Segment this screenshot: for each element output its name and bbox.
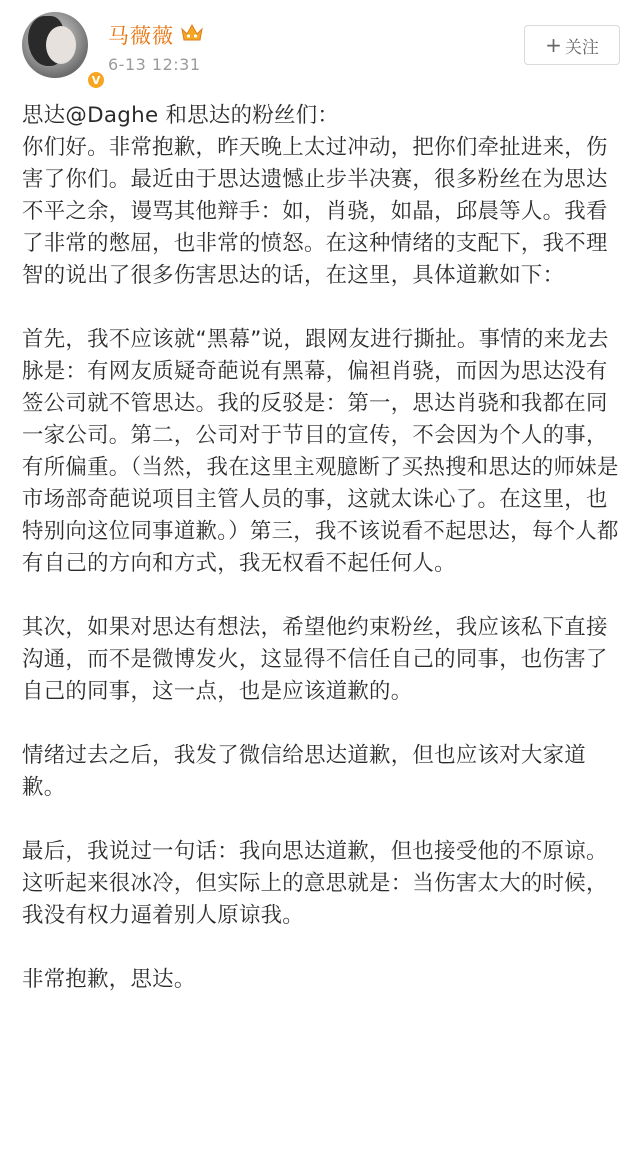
- post-body: [22, 100, 622, 996]
- greeting-line: [22, 100, 622, 132]
- verified-badge-icon: V: [86, 70, 106, 90]
- mention-link[interactable]: 思达@Daghe: [22, 103, 159, 128]
- follow-label: 关注: [564, 37, 599, 58]
- username-row: [108, 20, 204, 50]
- post-timestamp: 6-13 12:31: [108, 55, 201, 74]
- paragraph-5: 最后，我说过一句话：我向思达道歉，但也接受他的不原谅。这听起来很冰冷，但实际上的意思就是：当伤害太大的时候，我没有权力逼着别人原谅我。: [22, 839, 608, 928]
- paragraph-3: 其次，如果对思达有想法，希望他约束粉丝，我应该私下直接沟通，而不是微博发火，这显得不信任自己的同事，也伤害了自己的同事，这一点，也是应该道歉的。: [22, 615, 608, 704]
- paragraph-4: 情绪过去之后，我发了微信给思达道歉，但也应该对大家道歉。: [22, 743, 586, 800]
- paragraph-1: 你们好。非常抱歉，昨天晚上太过冲动，把你们牵扯进来，伤害了你们。最近由于思达遗憾止步半决赛，很多粉丝在为思达不平之余，谩骂其他辩手：如，肖骁，如晶，邱晨等人。我看了非常的憋屈，也非常的愤怒。在这种情绪的支配下，我不理智的说出了很多伤害思达的话，在这里，具体道歉如下：: [22, 135, 608, 288]
- plus-icon: +: [545, 33, 562, 57]
- avatar-face: [46, 26, 76, 64]
- paragraph-6: 非常抱歉，思达。: [22, 967, 196, 992]
- vip-crown-icon: [180, 22, 204, 48]
- greeting-text: 和思达的粉丝们：: [158, 103, 340, 128]
- post-header: [0, 0, 640, 92]
- username[interactable]: 马薇薇: [108, 24, 174, 48]
- avatar[interactable]: [22, 12, 101, 87]
- follow-button[interactable]: [524, 25, 620, 65]
- paragraph-2: 首先，我不应该就“黑幕”说，跟网友进行撕扯。事情的来龙去脉是：有网友质疑奇葩说有黑幕，偏袒肖骁，而因为思达没有签公司就不管思达。我的反驳是：第一，思达肖骁和我都在同一家公司。第二，公司对于节目的宣传，不会因为个人的事，有所偏重。（当然，我在这里主观臆断了买热搜和思达的师妹是市场部奇葩说项目主管人员的事，这就太诛心了。在这里，也特别向这位同事道歉。）第三，我不该说看不起思达，每个人都有自己的方向和方式，我无权看不起任何人。: [22, 327, 619, 576]
